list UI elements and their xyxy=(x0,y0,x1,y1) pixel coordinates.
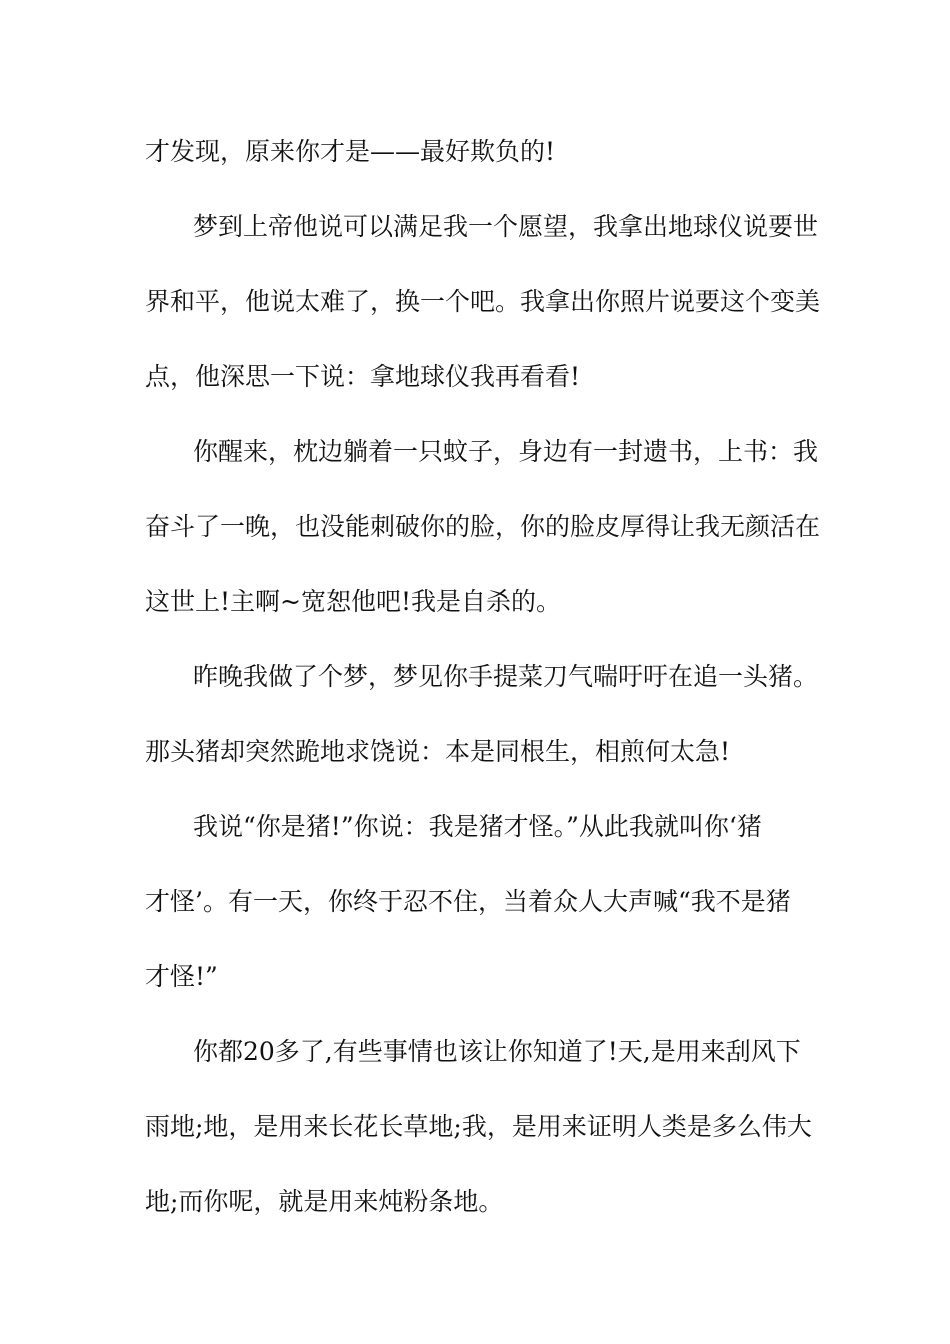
paragraph-start-line: 我说“你是猪!”你说：我是猪才怪。”从此我就叫你‘猪 xyxy=(193,812,762,841)
text-line: 奋斗了一晚，也没能刺破你的脸，你的脸皮厚得让我无颜活在 xyxy=(145,512,821,541)
text-line: 界和平，他说太难了，换一个吧。我拿出你照片说要这个变美 xyxy=(145,287,821,316)
paragraph-start-line: 昨晚我做了个梦，梦见你手提菜刀气喘吁吁在追一头猪。 xyxy=(193,662,819,691)
paragraph-start-line: 梦到上帝他说可以满足我一个愿望，我拿出地球仪说要世 xyxy=(193,212,819,241)
text-line: 才怪’。有一天，你终于忍不住，当着众人大声喊“我不是猪 xyxy=(145,887,791,916)
paragraph-start-line: 你醒来，枕边躺着一只蚊子，身边有一封遗书，上书：我 xyxy=(193,437,819,466)
text-line: 才怪!” xyxy=(145,962,218,991)
text-line: 才发现，原来你才是——最好欺负的! xyxy=(145,137,556,166)
text-line: 那头猪却突然跪地求饶说：本是同根生，相煎何太急! xyxy=(145,737,731,766)
text-line: 点，他深思一下说：拿地球仪我再看看! xyxy=(145,362,581,391)
text-line: 雨地;地，是用来长花长草地;我，是用来证明人类是多么伟大 xyxy=(145,1112,812,1141)
text-line: 这世上!主啊~宽恕他吧!我是自杀的。 xyxy=(145,587,562,616)
paragraph-start-line: 你都20多了,有些事情也该让你知道了!天,是用来刮风下 xyxy=(193,1037,801,1066)
text-line: 地;而你呢，就是用来炖粉条地。 xyxy=(145,1187,504,1216)
document-body xyxy=(145,133,821,1258)
